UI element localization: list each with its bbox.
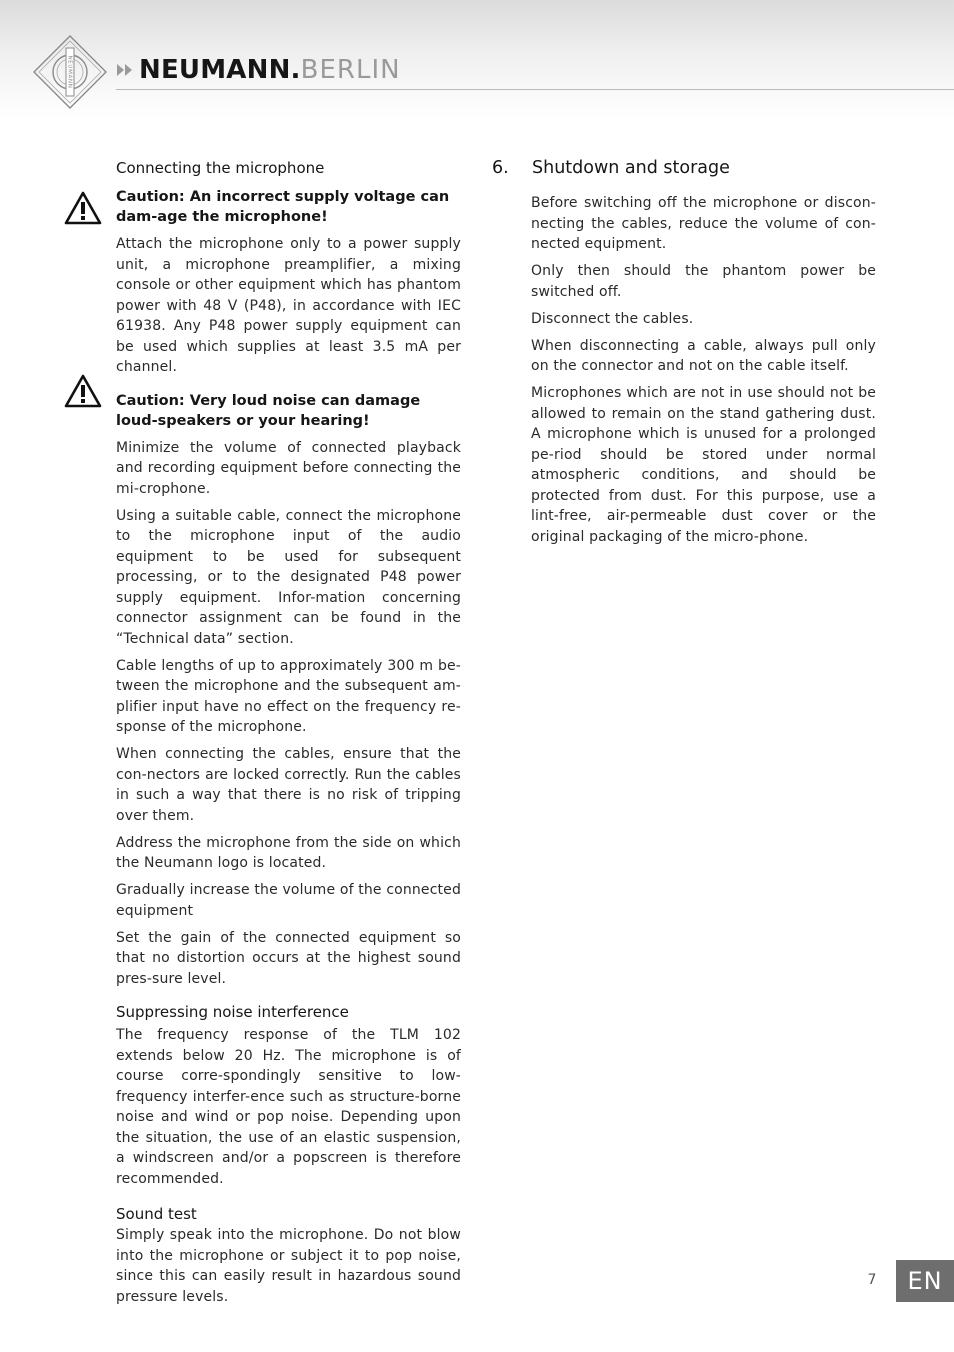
brand-city: BERLIN bbox=[300, 55, 401, 85]
sound-test-heading: Sound test bbox=[116, 1205, 197, 1223]
header-rule bbox=[116, 89, 954, 90]
page-number: 7 bbox=[867, 1272, 877, 1288]
caution-voltage: Caution: An incorrect supply voltage can dam-age the microphone! bbox=[116, 189, 450, 225]
connecting-para-1: Attach the microphone only to a power supply unit, a microphone preamplifier, a mixing console or other equipment which has phantom power with 48 V (P48), in accordance with IEC 61938. Any P48 power supply equipment can be used which supplies at least 3.5 mA per channel. bbox=[116, 236, 461, 375]
connecting-para-4: Cable lengths of up to approximately 300 m be-tween the microphone and the subsequent am-plifier input have no effect on the frequency re-sponse of the microphone. bbox=[116, 657, 461, 735]
section-title: Shutdown and storage bbox=[532, 158, 730, 178]
double-chevron-right-icon bbox=[116, 63, 134, 77]
caution-loud-noise: Caution: Very loud noise can damage loud-speakers or your hearing! bbox=[116, 392, 421, 429]
shutdown-para-4: When disconnecting a cable, always pull only on the connector and not on the cable itself. bbox=[531, 337, 876, 374]
brand-name: NEUMANN. bbox=[139, 55, 301, 85]
connecting-para-6: Address the microphone from the side on which the Neumann logo is located. bbox=[116, 834, 461, 871]
connecting-heading: Connecting the microphone bbox=[116, 159, 325, 177]
connecting-para-5: When connecting the cables, ensure that the con-nectors are locked correctly. Run the cables in such a way that there is no risk of tripping over them. bbox=[116, 746, 461, 824]
left-column bbox=[116, 157, 461, 1314]
connecting-para-2: Minimize the volume of connected playback and recording equipment before connecting the mi-crophone. bbox=[116, 439, 461, 497]
connecting-para-3: Using a suitable cable, connect the microphone to the microphone input of the audio equipment to be used for subsequent processing, or to the designated P48 power supply equipment. Infor-mation concerning connector assignment can be found in the “Technical data” section. bbox=[116, 507, 461, 647]
warning-triangle-icon bbox=[64, 374, 102, 408]
sound-test-para: Simply speak into the microphone. Do not blow into the microphone or subject it to pop noise, since this can easily result in hazardous sound pressure levels. bbox=[116, 1227, 461, 1305]
logo-letters: NEUMANN bbox=[66, 55, 73, 89]
shutdown-para-5: Microphones which are not in use should not be allowed to remain on the stand gathering dust. A microphone which is unused for a prolonged pe-riod should be stored under normal atmospheric conditions, and should be protected from dust. For this purpose, use a lint-free, air-permeable dust cover or the original packaging of the micro-phone. bbox=[531, 385, 876, 545]
noise-heading: Suppressing noise interference bbox=[116, 1003, 349, 1021]
section-number: 6. bbox=[492, 158, 509, 178]
shutdown-para-3: Disconnect the cables. bbox=[531, 310, 694, 327]
right-column bbox=[531, 193, 876, 554]
noise-para: The frequency response of the TLM 102 extends below 20 Hz. The microphone is of course corre-spondingly sensitive to low-frequency interfer-ence such as structure-borne noise and wind or pop noise. Depending upon the situation, the use of an elastic suspension, a windscreen and/or a popscreen is therefore recommended. bbox=[116, 1027, 461, 1187]
section-heading bbox=[492, 156, 730, 180]
connecting-para-8: Set the gain of the connected equipment so that no distortion occurs at the highest sound pres-sure level. bbox=[116, 929, 461, 987]
shutdown-para-1: Before switching off the microphone or discon-necting the cables, reduce the volume of con-nected equipment. bbox=[531, 195, 876, 252]
brand-wordmark bbox=[116, 54, 401, 86]
connecting-para-7: Gradually increase the volume of the connected equipment bbox=[116, 882, 461, 919]
warning-triangle-icon bbox=[64, 191, 102, 225]
shutdown-para-2: Only then should the phantom power be switched off. bbox=[531, 263, 876, 300]
language-tab: EN bbox=[896, 1260, 954, 1302]
neumann-diamond-logo-icon bbox=[32, 34, 108, 110]
